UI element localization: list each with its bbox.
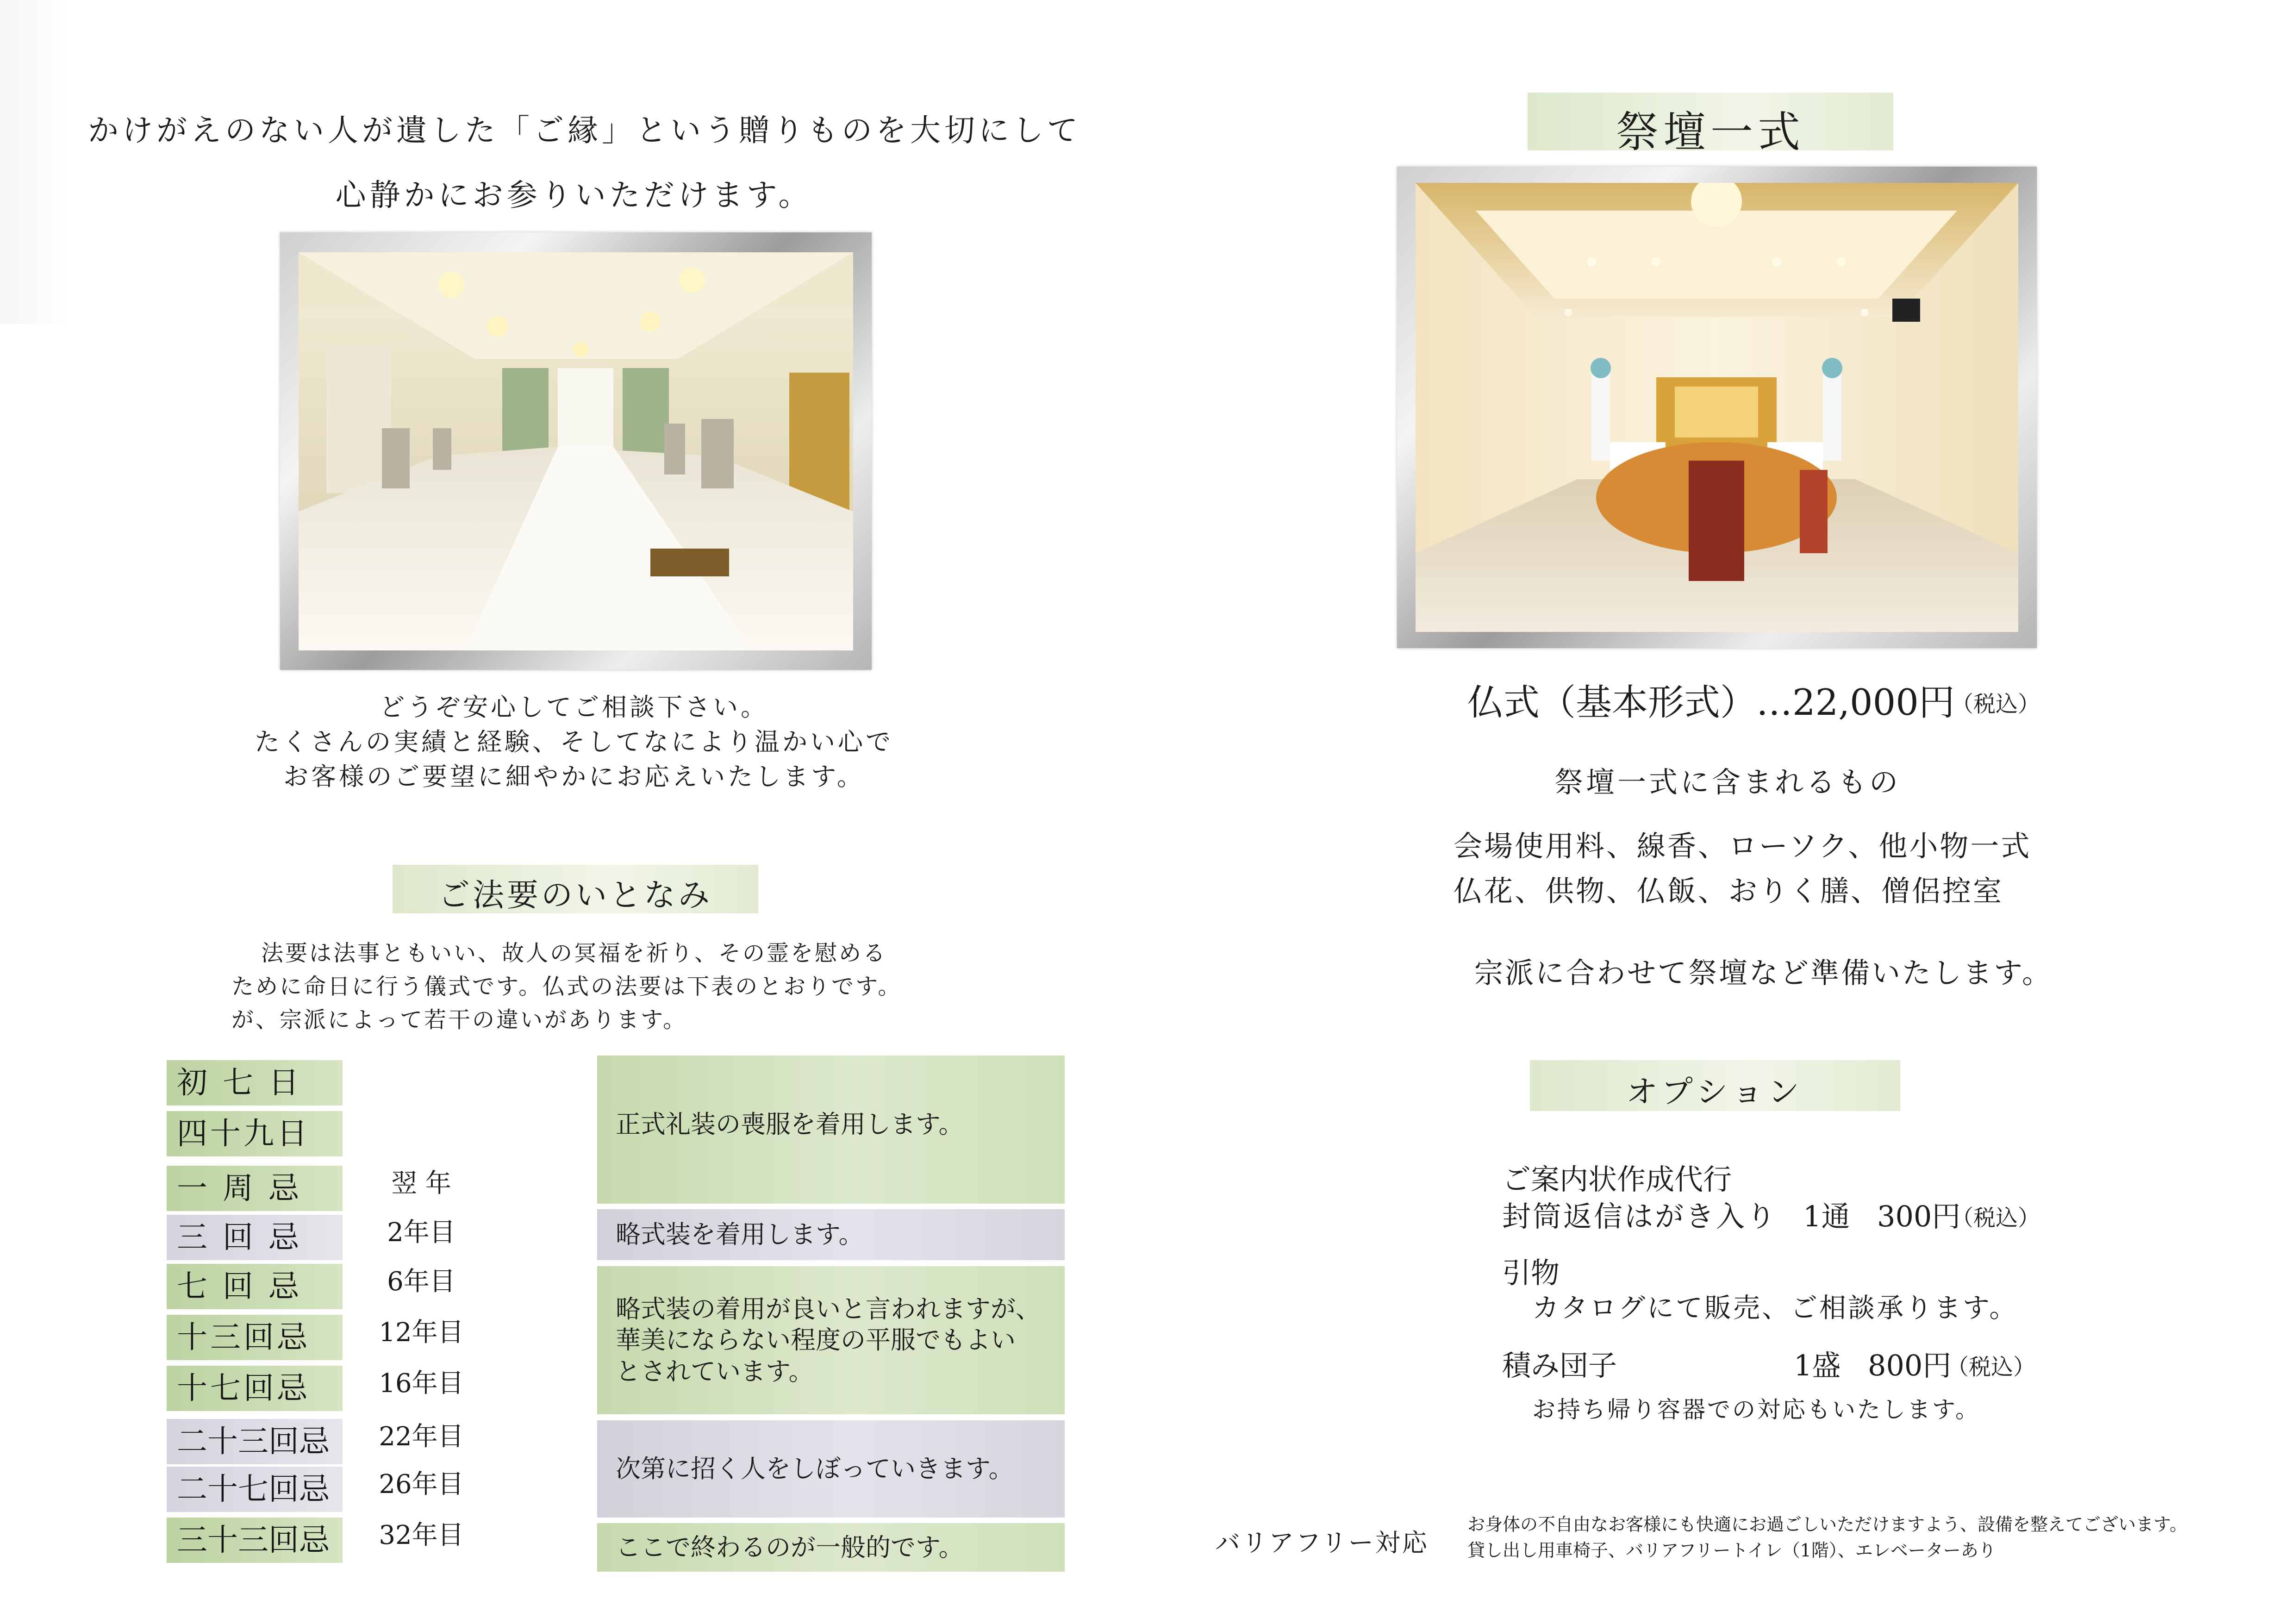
- memorial-label: 四十九日: [167, 1111, 343, 1156]
- memorial-label: 十三回忌: [167, 1315, 343, 1360]
- memorial-year: 22年目: [379, 1422, 464, 1452]
- memorial-label: 十七回忌: [167, 1366, 343, 1411]
- hoyo-desc-line-1: 法要は法事ともいい、故人の冥福を祈り、その霊を慰める: [261, 940, 887, 966]
- option-heading: オプション: [1626, 1074, 1804, 1111]
- banquet-hall-photo: [299, 252, 853, 650]
- attire-note-formal: [597, 1056, 1065, 1204]
- memorial-year: 翌 年: [391, 1168, 451, 1199]
- note-text: ここで終わるのが一般的です。: [616, 1532, 964, 1562]
- note-text: 略式装の着用が良いと言われますが、 華美にならない程度の平服でもよい とされています。: [616, 1294, 1041, 1386]
- invite-note: [597, 1420, 1065, 1518]
- option-dango-qty: 1盛: [1794, 1349, 1841, 1382]
- memorial-year: 26年目: [379, 1469, 464, 1499]
- hoyo-desc-line-2: ために命日に行う儀式です。仏式の法要は下表のとおりです。: [231, 974, 902, 999]
- altar-price-tax: （税込）: [1951, 691, 2040, 717]
- altar-price: 仏式（基本形式）…22,000円: [1467, 682, 1955, 724]
- attire-note-informal: [597, 1209, 1065, 1260]
- note-text: 略式装を着用します。: [616, 1220, 864, 1249]
- memorial-year: 6年目: [387, 1267, 455, 1297]
- option-invitation-title: ご案内状作成代行: [1502, 1162, 1732, 1196]
- scan-edge-shadow: [0, 0, 69, 324]
- note-text: 次第に招く人をしぼっていきます。: [616, 1454, 1014, 1484]
- barrier-free-label: バリアフリー対応: [1215, 1528, 1429, 1557]
- attire-note-casual: [597, 1266, 1065, 1414]
- option-invitation-detail: 封筒返信はがき入り: [1502, 1199, 1778, 1233]
- option-invitation-qty: 1通: [1803, 1199, 1850, 1233]
- option-invitation-price: 300円: [1877, 1199, 1961, 1233]
- intro-line-2: 心静かにお参りいただけます。: [335, 177, 813, 213]
- altar-hall-photo: [1416, 183, 2018, 632]
- memorial-year: 2年目: [387, 1218, 455, 1248]
- consult-line-3: お客様のご要望に細やかにお応えいたします。: [283, 762, 865, 791]
- option-gift-title: 引物: [1502, 1256, 1560, 1290]
- barrier-free-line-2: 貸し出し用車椅子、バリアフリートイレ（1階）、エレベーターあり: [1467, 1540, 1996, 1561]
- option-invitation-tax: （税込）: [1951, 1205, 2040, 1231]
- option-dango-price: 800円: [1868, 1349, 1952, 1382]
- memorial-year: 16年目: [379, 1368, 464, 1399]
- included-heading: 祭壇一式に含まれるもの: [1554, 765, 1901, 799]
- consult-line-2: たくさんの実績と経験、そしてなにより温かい心で: [255, 727, 893, 756]
- barrier-free-line-1: お身体の不自由なお客様にも快適にお過ごしいただけますよう、設備を整えてございます。: [1467, 1514, 2187, 1535]
- memorial-label: 三十三回忌: [167, 1518, 343, 1563]
- memorial-year: 12年目: [379, 1318, 464, 1348]
- memorial-label: 二十三回忌: [167, 1419, 343, 1464]
- included-line-1: 会場使用料、線香、ローソク、他小物一式: [1454, 829, 2032, 863]
- hoyo-heading: ご法要のいとなみ: [438, 877, 712, 914]
- memorial-label: 一 周 忌: [167, 1166, 343, 1211]
- hoyo-desc-line-3: が、宗派によって若干の違いがあります。: [231, 1007, 687, 1033]
- memorial-label: 二十七回忌: [167, 1467, 343, 1512]
- option-gift-detail: カタログにて販売、ご相談承ります。: [1532, 1292, 2018, 1324]
- note-text: 正式礼装の喪服を着用します。: [616, 1110, 964, 1139]
- memorial-label: 七 回 忌: [167, 1264, 343, 1309]
- sect-note: 宗派に合わせて祭壇など準備いたします。: [1474, 956, 2053, 990]
- option-dango-detail: お持ち帰り容器での対応もいたします。: [1532, 1396, 1980, 1423]
- memorial-label: 三 回 忌: [167, 1215, 343, 1260]
- consult-line-1: どうぞ安心してご相談下さい。: [380, 693, 768, 722]
- included-line-2: 仏花、供物、仏飯、おりく膳、僧侶控室: [1454, 874, 2004, 908]
- end-note: [597, 1523, 1065, 1572]
- memorial-year: 32年目: [379, 1520, 464, 1550]
- memorial-label: 初 七 日: [167, 1060, 343, 1106]
- option-dango-title: 積み団子: [1502, 1349, 1617, 1382]
- intro-line-1: かけがえのない人が遺した「ご縁」という贈りものを大切にして: [88, 112, 1081, 148]
- altar-heading: 祭壇一式: [1616, 107, 1805, 157]
- option-dango-tax: （税込）: [1947, 1354, 2036, 1380]
